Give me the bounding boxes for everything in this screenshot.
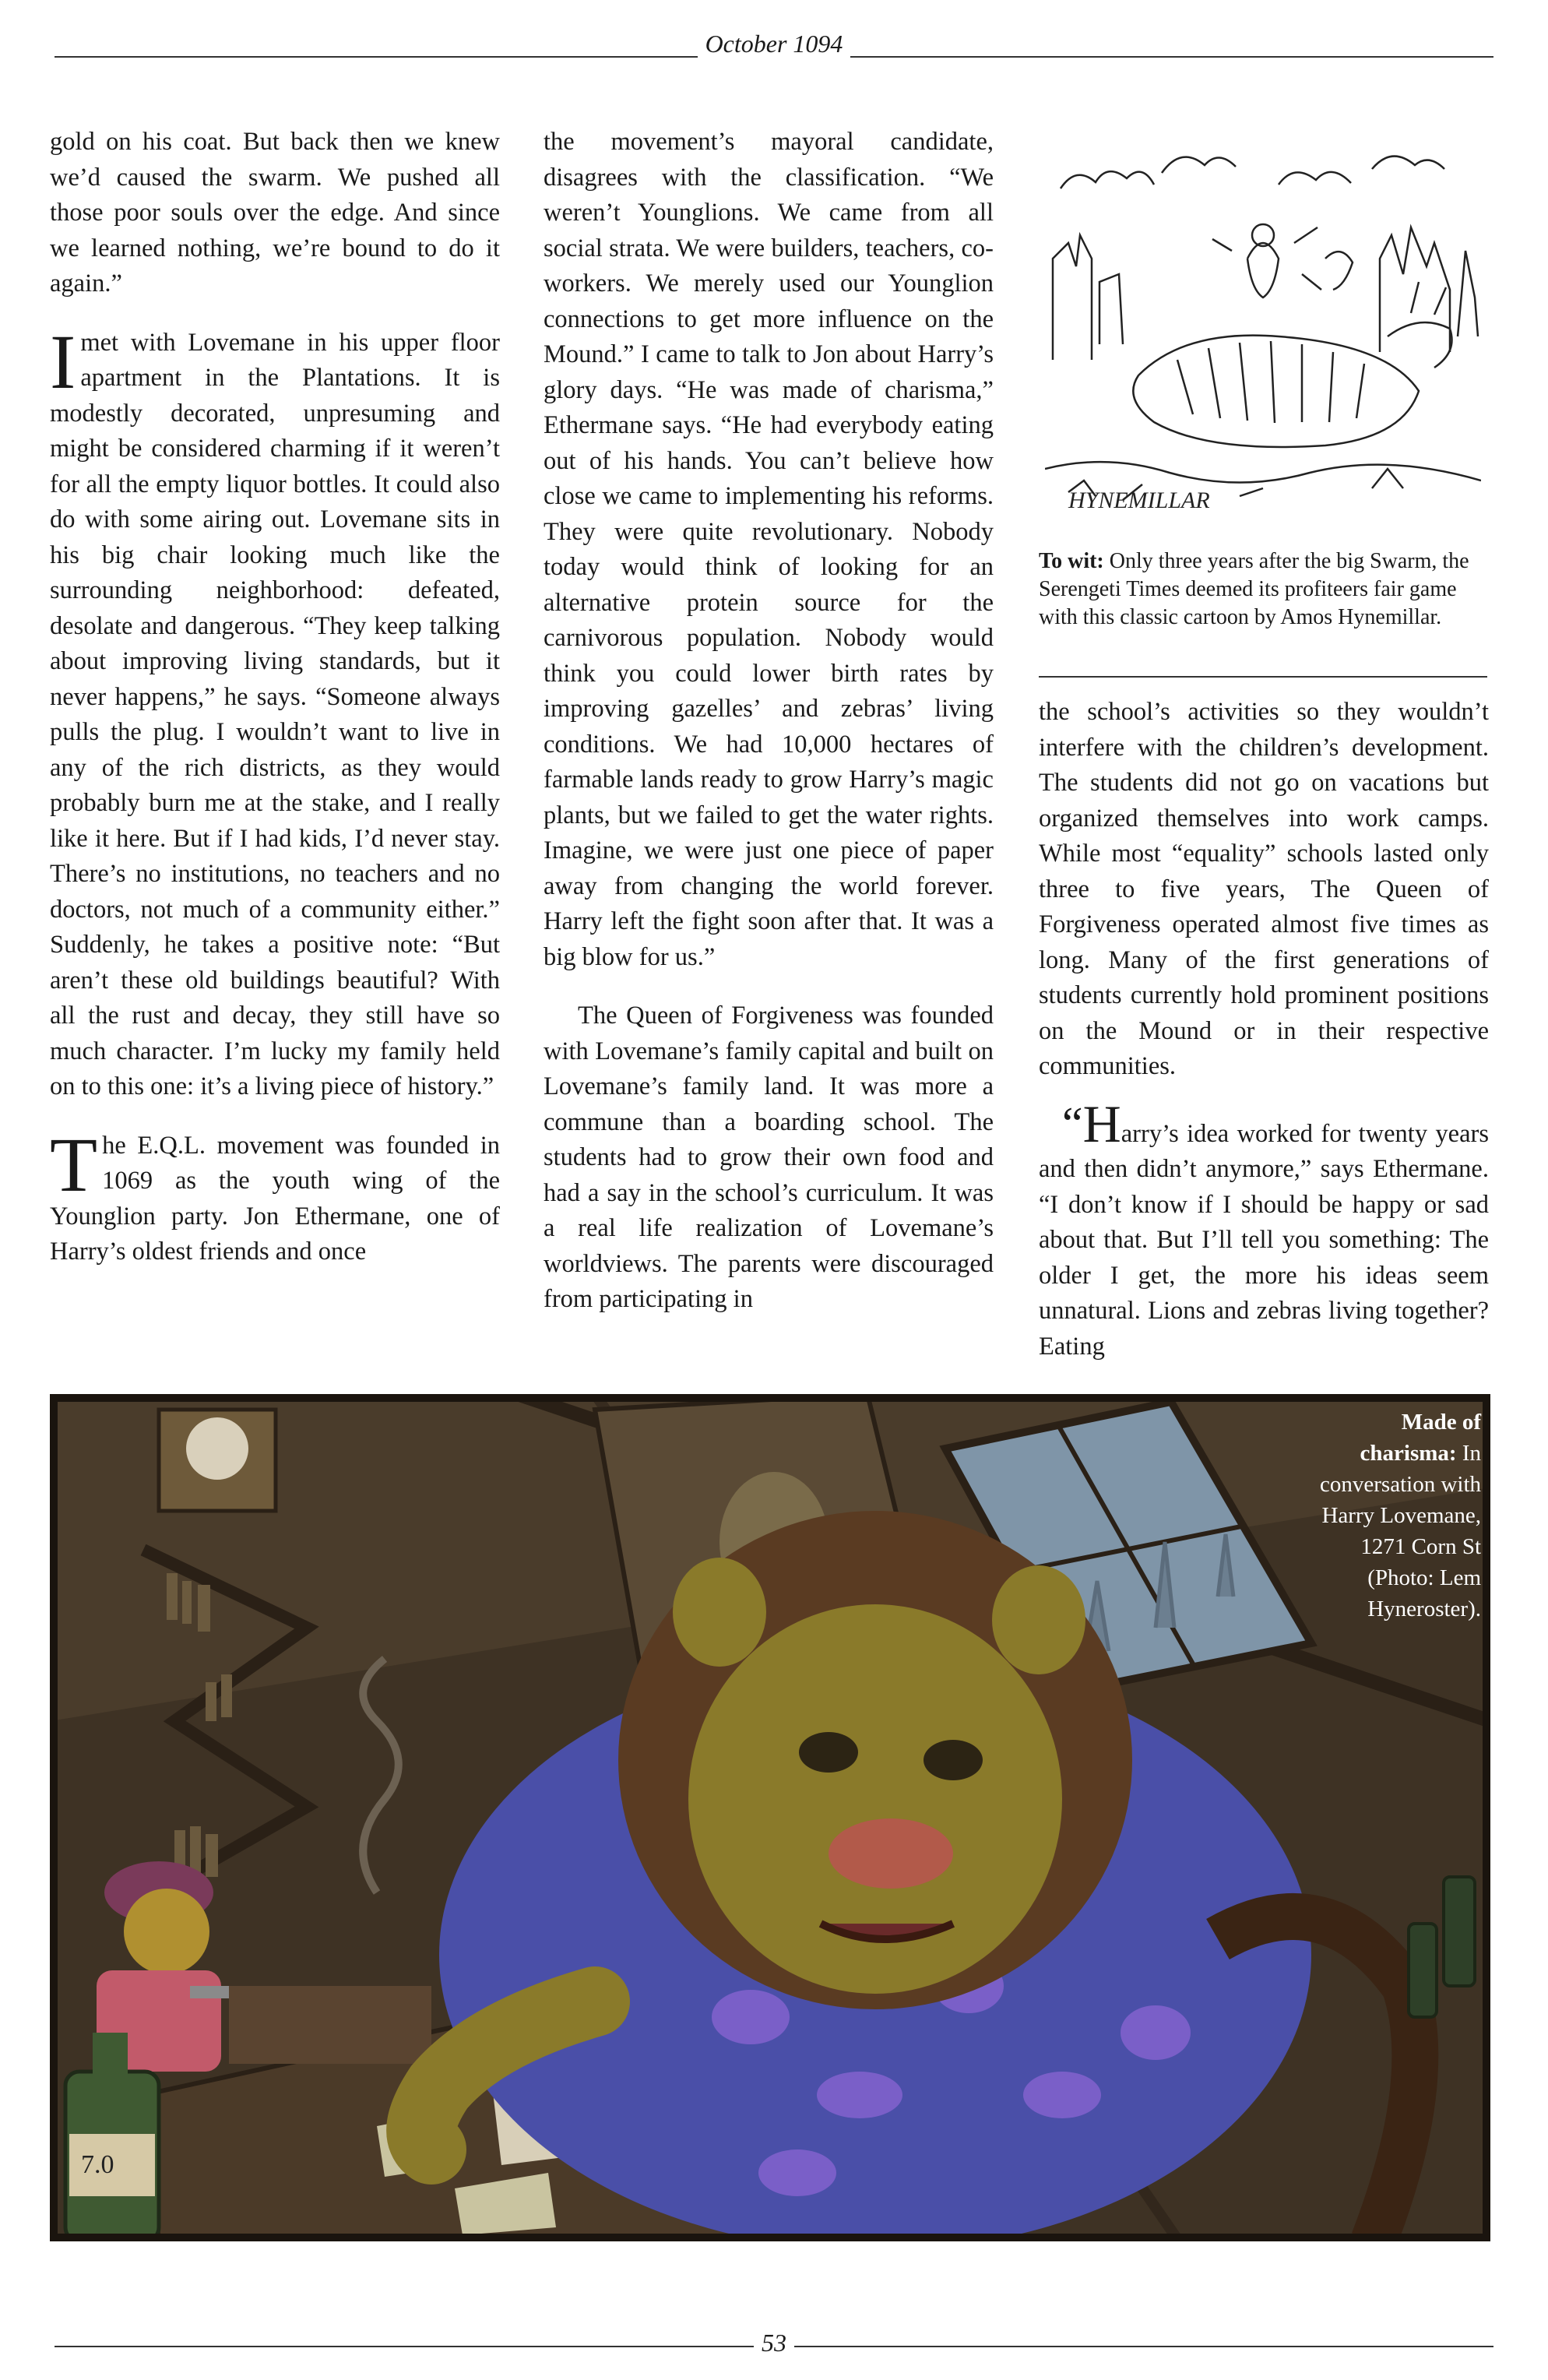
paragraph: The Queen of Forgiveness was founded with Lovemane’s family capital and built on Lovemane’s family land. It was more a commune than a boarding school. The students had to grow their own food and had a say in the school’s curriculum. It was a real life realization of Lovemane’s worldviews. The parents were discouraged from participating in: [544, 1002, 994, 1313]
caption-label: Made of charisma:: [1360, 1410, 1481, 1466]
cartoon-caption: [1039, 547, 1489, 632]
drop-cap: I: [50, 318, 76, 405]
caption-text: Only three years after the big Swarm, the Serengeti Times deemed its profiteers fair game with this classic cartoon by Amos Hynemillar.: [1039, 549, 1469, 629]
cartoon-signature: HYNEMILLAR: [1068, 488, 1210, 513]
caption-text: In conversation with Harry Lovemane, 1271 Corn St (Photo: Lem Hyneroster).: [1320, 1441, 1481, 1621]
bottle-label: 7.0: [81, 2150, 114, 2179]
open-quote: “: [1062, 1097, 1083, 1150]
drop-cap: T: [50, 1121, 98, 1208]
article-column-3: [1039, 695, 1489, 1388]
paragraph: the school’s activities so they wouldn’t interfere with the children’s development. The students did not go on vacations but organized themselves into work camps. While most “equality” schools lasted only three to five years, The Queen of Forgiveness operated almost five times as long. Many of the first generations of students currently hold prominent positions on the Mound or in their respective communities.: [1039, 698, 1489, 1080]
drop-cap: H: [1082, 1093, 1121, 1153]
article-column-1: [50, 125, 500, 1294]
illustration-caption: [1318, 1407, 1481, 1625]
editorial-cartoon: [1045, 142, 1481, 523]
page-number: 53: [0, 2329, 1548, 2357]
paragraph: Imet with Lovemane in his upper floor apartment in the Plantations. It is modestly decorated, unpresuming and might be considered charming if it weren’t for all the empty liquor bottles. It could also do with some airing out. Lovemane sits in his big chair looking much like the surrounding neighborhood: defeated, desolate and dangerous. “They keep talking about improving living standards, but it never happens,” he says. “Someone always pulls the plug. I wouldn’t want to live in any of the rich districts, as they would probably burn me at the stake, and I really like it here. But if I had kids, I’d never stay. There’s no institutions, no teachers and no doctors, not much of a community either.” Suddenly, he takes a positive note: “But aren’t these old buildings beautiful? With all the rust and decay, they still have so much character. I’m lucky my family held on to this one: it’s a living piece of history.”: [50, 318, 500, 1100]
paragraph: the movement’s mayoral candidate, disagrees with the classification. “We weren’t Younglions. We came from all social strata. We were builders, teachers, co-workers. We merely used our Younglion connections to get more influence on the Mound.” I came to talk to Jon about Harry’s glory days. “He was made of charisma,” Ethermane says. “He had everybody eating out of his hands. You can’t believe how close we came to implementing his reforms. They were quite revolutionary. Nobody today would think of looking for an alternative protein source for the carnivorous population. Nobody would think you could lower birth rates by improving gazelles’ and zebras’ living conditions. We had 10,000 hectares of farmable lands ready to grow Harry’s magic plants, but we failed to get the water rights. Imagine, we were just one piece of paper away from changing the world forever. Harry left the fight soon after that. It was a big blow for us.”: [544, 128, 994, 971]
article-column-2: [544, 125, 994, 1341]
caption-label: To wit:: [1039, 549, 1104, 573]
caption-divider: [1039, 676, 1487, 678]
paragraph: “Harry’s idea worked for twenty years and then didn’t anymore,” says Ethermane. “I don’t know if I should be happy or sad about that. But I’ll tell you something: The older I get, the more his ideas seem unnatural. Lions and zebras living together? Eating: [1039, 1093, 1489, 1361]
paragraph: gold on his coat. But back then we knew we’d caused the swarm. We pushed all those poor souls over the edge. And since we learned nothing, we’re bound to do it again.”: [50, 128, 500, 298]
running-header: October 1094: [0, 30, 1548, 58]
paragraph: The E.Q.L. movement was founded in 1069 as the youth wing of the Younglion party. Jon Ethermane, one of Harry’s oldest friends and once: [50, 1121, 500, 1266]
article-illustration: [50, 1394, 1490, 2241]
